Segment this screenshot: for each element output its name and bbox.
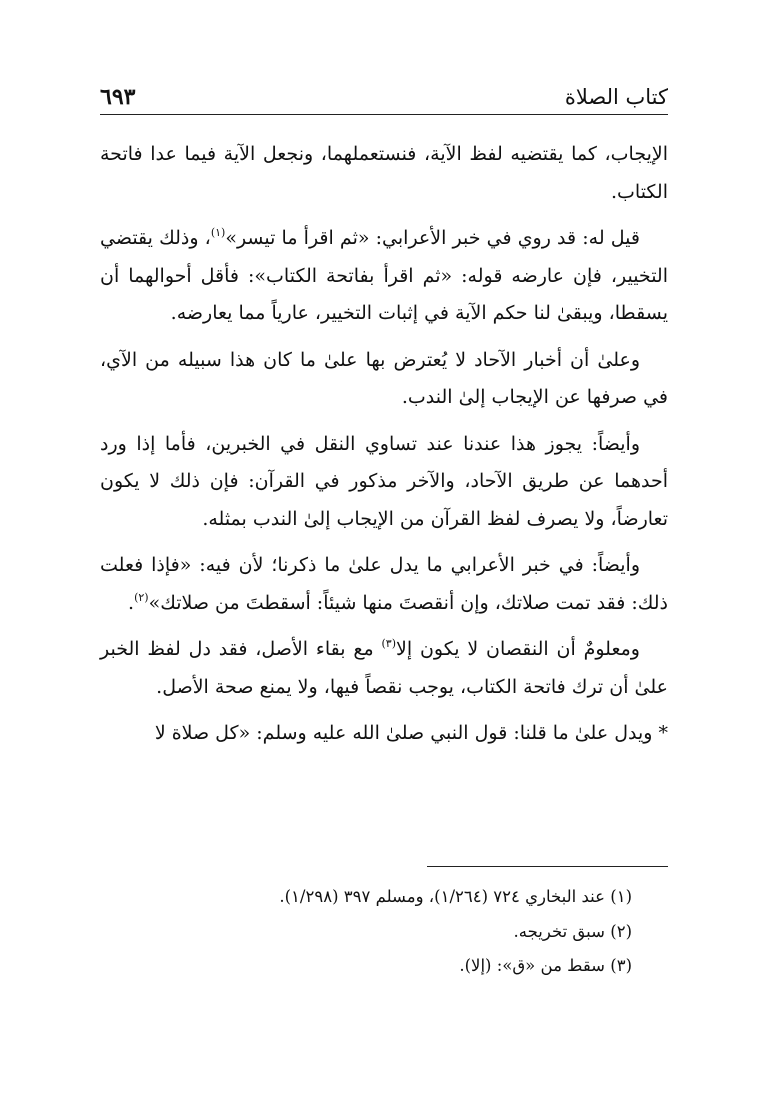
- paragraph: وعلىٰ أن أخبار الآحاد لا يُعترض بها علىٰ ما كان هذا سبيله من الآي، في صرفها عن الإيجاب إلىٰ الندب.: [100, 348, 668, 408]
- paragraph: قيل له: قد روي في خبر الأعرابي: «ثم اقرأ ما تيسر»$^{(١)}$، وذلك يقتضي التخيير، فإن عارضه قوله: «ثم اقرأ بفاتحة الكتاب»: فأقل أحوالهما أن يسقطا، ويبقىٰ لنا حكم الآية في إثبات التخيير، عارياً مما يعارضه.: [100, 226, 668, 324]
- running-title: كتاب الصلاة: [564, 85, 668, 109]
- paragraph: * ويدل علىٰ ما قلنا: قول النبي صلىٰ الله عليه وسلم: «كل صلاة لا: [154, 722, 668, 744]
- main-text: [100, 136, 668, 762]
- paragraph: ومعلومٌ أن النقصان لا يكون إلا$^{(٣)}$ مع بقاء الأصل، فقد دل لفظ الخبر علىٰ أن ترك فاتحة الكتاب، يوجب نقصاً فيها، ولا يمنع صحة الأصل.: [100, 637, 668, 698]
- footnotes: [100, 880, 632, 984]
- paragraph: وأيضاً: يجوز هذا عندنا عند تساوي النقل في الخبرين، فأما إذا ورد أحدهما عن طريق الآحاد، والآخر مذكور في القرآن: فإن ذلك لا يكون تعارضاً، ولا يصرف لفظ القرآن من الإيجاب إلىٰ الندب بمثله.: [100, 432, 668, 530]
- paragraph: الإيجاب، كما يقتضيه لفظ الآية، فنستعملهما، ونجعل الآية فيما عدا فاتحة الكتاب.: [100, 143, 668, 203]
- footnote-separator: [427, 866, 668, 867]
- footnote: (٣) سقط من «ق»: (إلا).: [459, 956, 632, 975]
- page-number: ٦٩٣: [100, 84, 136, 110]
- footnote-ref: (٢): [134, 590, 149, 604]
- footnote-ref: (٣): [381, 637, 397, 650]
- footnote-ref: (١): [210, 226, 226, 239]
- paragraph: وأيضاً: في خبر الأعرابي ما يدل علىٰ ما ذكرنا؛ لأن فيه: «فإذا فعلت ذلك: فقد تمت صلاتك، وإن أنقصتَ منها شيئاً: أسقطتَ من صلاتك»$^{(٢)}$.: [100, 554, 668, 614]
- page-header: [100, 78, 668, 115]
- footnote: (٢) سبق تخريجه.: [513, 921, 632, 941]
- footnote: (١) عند البخاري ٧٢٤ (١/٢٦٤)، ومسلم ٣٩٧ (١/٢٩٨).: [279, 887, 632, 906]
